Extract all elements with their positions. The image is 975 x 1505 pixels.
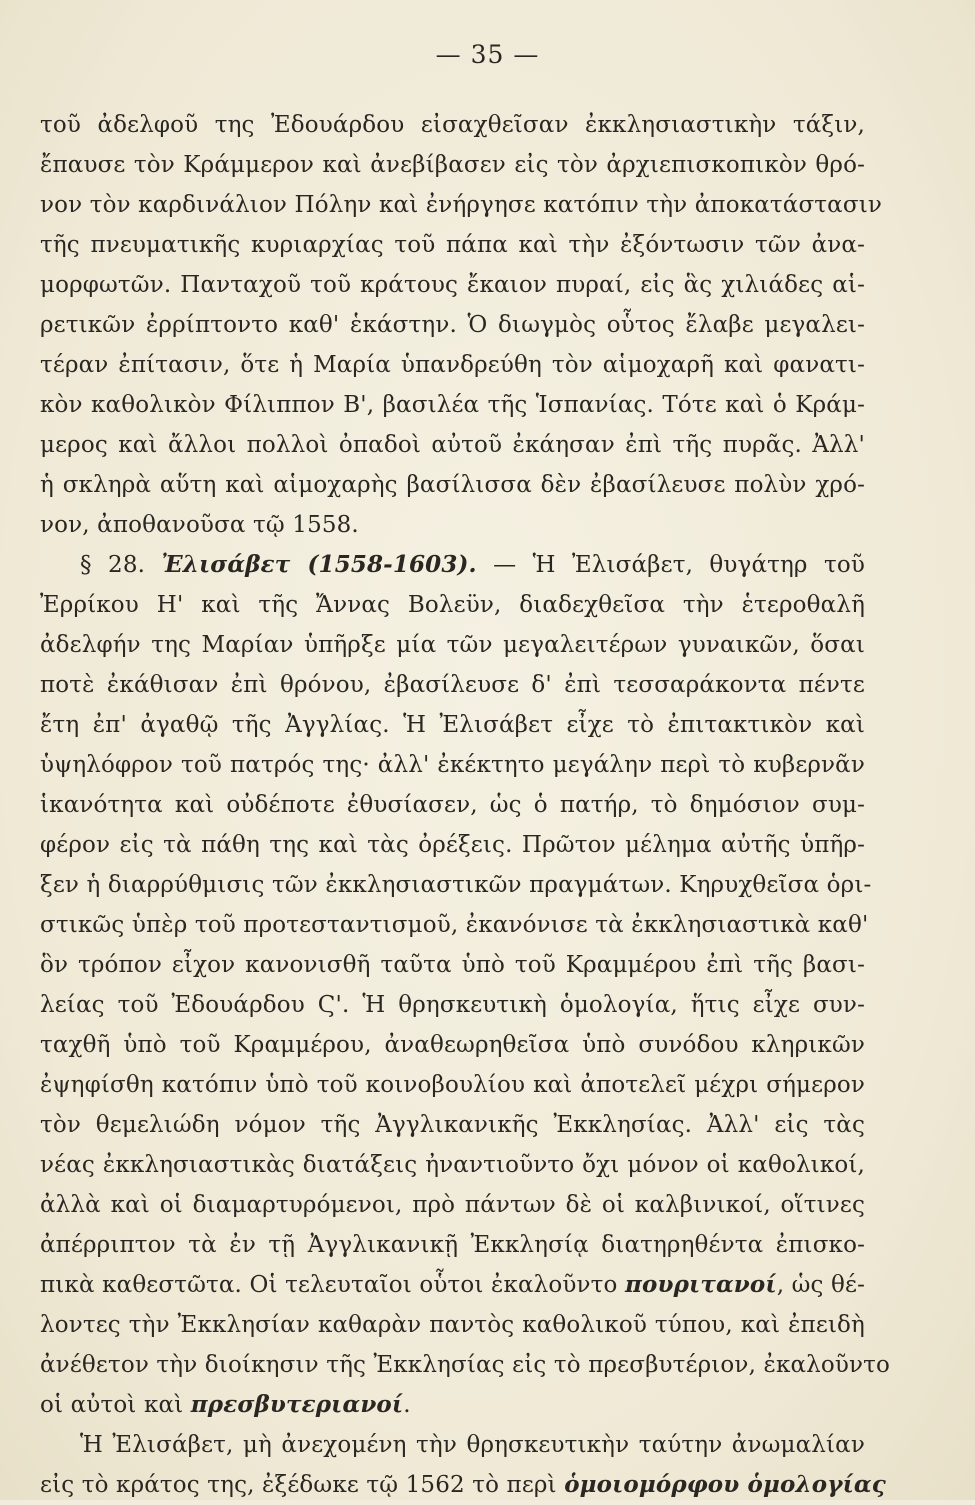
text-line: τοῦ ἀδελφοῦ της Ἐδουάρδου εἰσαχθεῖσαν ἐκκλησιαστικὴν τάξιν, [40, 112, 865, 138]
text-line: ἀλλὰ καὶ οἱ διαμαρτυρόμενοι, πρὸ πάντων δὲ οἱ καλβινικοί, οἵτινες [40, 1192, 865, 1218]
text-line: μερος καὶ ἄλλοι πολλοὶ ὀπαδοὶ αὐτοῦ ἐκάησαν ἐπὶ τῆς πυρᾶς. Ἀλλ' [40, 432, 865, 458]
text-line: κὸν καθολικὸν Φίλιππον Β', βασιλέα τῆς Ἱσπανίας. Τότε καὶ ὁ Κράμ- [40, 392, 865, 418]
text-line: ἡ σκληρὰ αὕτη καὶ αἱμοχαρὴς βασίλισσα δὲν ἐβασίλευσε πολὺν χρό- [40, 472, 865, 498]
text-line: ὑψηλόφρον τοῦ πατρός της· ἀλλ' ἐκέκτητο μεγάλην περὶ τὸ κυβερνᾶν [40, 752, 865, 778]
term-puritans: πουριτανοί [625, 1271, 777, 1298]
text-line: ἀνέθετον τὴν διοίκησιν τῆς Ἐκκλησίας εἰς τὸ πρεσβυτέριον, ἐκαλοῦντο [40, 1352, 891, 1378]
text-line: στικῶς ὑπὲρ τοῦ προτεσταντισμοῦ, ἐκανόνισε τὰ ἐκκλησιαστικὰ καθ' [40, 912, 869, 938]
body-text [40, 105, 891, 1505]
text-line: νέας ἐκκλησιαστικὰς διατάξεις ἠναντιοῦντο ὄχι μόνον οἱ καθολικοί, [40, 1152, 865, 1178]
text-line: λοντες τὴν Ἐκκλησίαν καθαρὰν παντὸς καθολικοῦ τύπου, καὶ ἐπειδὴ [40, 1312, 865, 1338]
text-line: τέραν ἐπίτασιν, ὅτε ἡ Μαρία ὑπανδρεύθη τὸν αἱμοχαρῆ καὶ φανατι- [40, 352, 865, 378]
text-line: ρετικῶν ἐρρίπτοντο καθ' ἑκάστην. Ὁ διωγμὸς οὗτος ἔλαβε μεγαλει- [40, 312, 865, 338]
term-uniformity: ὁμοιομόρφου ὁμολογίας [564, 1471, 886, 1498]
text-line: ταχθῆ ὑπὸ τοῦ Κραμμέρου, ἀναθεωρηθεῖσα ὑπὸ συνόδου κληρικῶν [40, 1032, 865, 1058]
text-line: ἀπέρριπτον τὰ ἐν τῇ Ἀγγλικανικῇ Ἐκκλησίᾳ διατηρηθέντα ἐπισκο- [40, 1232, 865, 1258]
text-line: τὸν θεμελιώδη νόμον τῆς Ἀγγλικανικῆς Ἐκκλησίας. Ἀλλ' εἰς τὰς [40, 1112, 865, 1138]
text-line: ὃν τρόπον εἶχον κανονισθῆ ταῦτα ὑπὸ τοῦ Κραμμέρου ἐπὶ τῆς βασι- [40, 952, 865, 978]
text-segment: πικὰ καθεστῶτα. Οἱ τελευταῖοι οὗτοι ἐκαλοῦντο [40, 1272, 626, 1298]
text-line: λείας τοῦ Ἐδουάρδου Ϛ'. Ἡ θρησκευτικὴ ὁμολογία, ἥτις εἶχε συν- [40, 992, 865, 1018]
text-segment: εἰς τὸ κράτος της, ἐξέδωκε τῷ 1562 τὸ περὶ [40, 1472, 565, 1498]
section-heading-line [40, 545, 865, 585]
text-line: μορφωτῶν. Πανταχοῦ τοῦ κράτους ἔκαιον πυραί, εἰς ἃς χιλιάδες αἱ- [40, 272, 865, 298]
text-line [40, 1465, 886, 1505]
text-line: Ἡ Ἐλισάβετ, μὴ ἀνεχομένη τὴν θρησκευτικὴν ταύτην ἀνωμαλίαν [80, 1432, 865, 1458]
text-line [40, 1385, 865, 1425]
section-first-line: — Ἡ Ἐλισάβετ, θυγάτηρ τοῦ [476, 552, 866, 578]
section-title: Ἐλισάβετ (1558-1603). [161, 551, 477, 578]
text-line: ἔπαυσε τὸν Κράμμερον καὶ ἀνεβίβασεν εἰς τὸν ἀρχιεπισκοπικὸν θρό- [40, 152, 865, 178]
text-line: τῆς πνευματικῆς κυριαρχίας τοῦ πάπα καὶ τὴν ἐξόντωσιν τῶν ἀνα- [40, 232, 865, 258]
text-segment: , ὡς θέ- [776, 1272, 865, 1298]
text-line: Ἐρρίκου Η' καὶ τῆς Ἄννας Βολεϋν, διαδεχθεῖσα τὴν ἑτεροθαλῆ [40, 592, 865, 618]
text-segment: . [403, 1392, 411, 1418]
term-presbyterians: πρεσβυτεριανοί [190, 1391, 404, 1418]
text-segment: οἱ αὐτοὶ καὶ [40, 1392, 191, 1418]
text-line: ἀδελφήν της Μαρίαν ὑπῆρξε μία τῶν μεγαλειτέρων γυναικῶν, ὅσαι [40, 632, 865, 658]
text-line: φέρον εἰς τὰ πάθη της καὶ τὰς ὀρέξεις. Πρῶτον μέλημα αὐτῆς ὑπῆρ- [40, 832, 865, 858]
section-number: § 28. [80, 552, 162, 578]
text-line: ἱκανότητα καὶ οὐδέποτε ἐθυσίασεν, ὡς ὁ πατήρ, τὸ δημόσιον συμ- [40, 792, 865, 818]
text-line: νον, ἀποθανοῦσα τῷ 1558. [40, 512, 359, 538]
text-line: ἔτη ἐπ' ἀγαθῷ τῆς Ἀγγλίας. Ἡ Ἐλισάβετ εἶχε τὸ ἐπιτακτικὸν καὶ [40, 712, 865, 738]
text-line: ξεν ἡ διαρρύθμισις τῶν ἐκκλησιαστικῶν πραγμάτων. Κηρυχθεῖσα ὁρι- [40, 872, 872, 898]
text-line: νον τὸν καρδινάλιον Πόλην καὶ ἐνήργησε κατόπιν τὴν ἀποκατάστασιν [40, 192, 883, 218]
text-line: ἐψηφίσθη κατόπιν ὑπὸ τοῦ κοινοβουλίου καὶ ἀποτελεῖ μέχρι σήμερον [40, 1072, 865, 1098]
page-number: — 35 — [435, 40, 540, 69]
text-line [40, 1265, 865, 1305]
text-line: ποτὲ ἐκάθισαν ἐπὶ θρόνου, ἐβασίλευσε δ' ἐπὶ τεσσαράκοντα πέντε [40, 672, 865, 698]
